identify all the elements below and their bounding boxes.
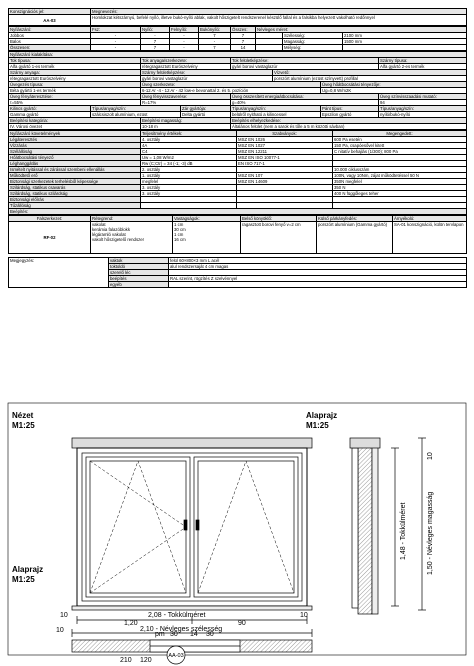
count-row: Összesen: - 7 - 7 14 Mélység:: [9, 45, 467, 51]
dim-30b: 30: [206, 631, 214, 638]
section-adatok: Nyílászáró kialakítása:: [9, 52, 467, 58]
view-scale: M1:25: [12, 421, 35, 430]
dim-10c: 10: [56, 627, 64, 634]
nevleges-label: Névleges méret:: [256, 27, 467, 33]
konszig-label: Konszignációs jel:: [9, 9, 91, 15]
nyilaszaro-label: Nyílászáró:: [9, 27, 91, 33]
material-table: Nyílászáró kialakítása: Tok típusa: Tok anyaga/szerkezete: Tok felületképzése: Szárny típusa: Alfa gyártó 1-es termék rétegragasztott Eurószelvény gyári borovi vastaglazúr Alfa gyártó 2-es termék Szárny anyaga: Szárny felületképzése: Vízvetô: rétegragasztott Eurószelvény gyári borovi vastaglazúr porszórt alumínium (ezüst színyvett) profillal Üvegezés típusa: Üveg szerkezete: Üveg hőátbocsátási tényezője: Béta gyártó 1-es termék 6-12 Ar -4 - 12 Ar - 42 low-e bevonattal 2. és 5. pozíción Ug=0,8 W/m2K Üveg fényáteresztése: Üveg fényvisszaverése: Üveg összesített energiaátbocsátása: Üveg színvisszaadási mutató: τ=55% R=17% g=40% 94 Kilincs gyártó: Típus/anyag/szín: Zár gyártója: Típus/anyag/szín: Pánt típus: Típus/anyag/szín: Gamma gyártó szálcsiszolt alumínium, ezüst Delta gyártó belülről nyitható a kilincessel Epszilon gyártó nyíló/bukó-nyíló Beépítési kategória: Beépítési magasság: Beépítés elhelyezkedése: IV. Városi övezet 10-18 m Általános felület (nem a sarok és tőle a 5 m közötti sávban): [8, 51, 467, 130]
falszerkezet-table: Falszerkezet: Rétegrend: Vastagságok: Belső könyöklő: Külső párkányfedés: Árnyékoló: RF-02 vakolat kerámia falazóblokk légáramló vakolat vakolt hőszigetelő rendszer 1 cm 30 cm 1 cm 16 cm ragasztott borovi fenyő v=2 cm porszórt alumínium (Gamma gyártó) SA-01 konszignáció, külön tervlapon: [8, 215, 467, 254]
count-row: Balos - 7 - - 7 Magasság: 1500 mm: [9, 39, 467, 45]
dim-210: 210: [120, 657, 132, 664]
roller-box: [72, 438, 312, 448]
plan-scale: M1:25: [12, 575, 35, 584]
requirement-row: Vízzárás 4A MSZ EN 1027 150 Pa, csapóesővel kitett: [9, 143, 467, 149]
requirement-row: Hőátbocsátási tényező Uw = 1,08 W/m2 MSZ EN ISO 10077-1: [9, 155, 467, 161]
megjegyzes-table: Megjegyzés: vaktok felül 60×800×3 mm L acél toktoldó alul rendszersaját 4 cm magas szerelő léc beépítés RAL szerint, rögzítés Z szelvénnyel egyéb: [8, 257, 467, 288]
dim-14: 14: [190, 631, 198, 638]
dim-120: 1,20: [124, 620, 138, 627]
dim-v-tok: 1,48 - Tokkülméret: [400, 502, 407, 560]
section-scale: M1:25: [306, 421, 329, 430]
view-label: Nézet: [12, 411, 34, 420]
dim-nev: 2,10 - Névleges szélesség: [140, 626, 223, 633]
osszes-label: Összes:: [231, 27, 256, 33]
section-label: Alaprajz: [306, 411, 338, 420]
dim-90: 90: [238, 620, 246, 627]
dim-pm: pm: [155, 631, 165, 638]
konszig-value: AA-03: [9, 15, 91, 26]
requirement-row: Ismételt nyitással és zárással szembeni ellenállás 2. osztály 10.000 ciklusszám: [9, 167, 467, 173]
dim-tok: 2,08 - Tokkülméret: [148, 612, 206, 619]
requirements-table: Nyílászáró követelmények Teljesítmény értékek: Szabványok: Megengedett: Légáteresztés 4. osztály MSZ EN 1026 600 Pa esetén Vízzárás 4A MSZ EN 1027 150 Pa, csapóesővel kitett Szélállóság C4 MSZ EN 12211 C nitatív behajlás (1/300); 800 Pa Hőátbocsátási tényező Uw = 1,08 W/m2 MSZ EN ISO 10077-1 Léghanggátlás Rw (C;Ctr) = 34 (-1; -3) dB EN ISO 717-1 Ismételt nyitással és zárással szembeni ellenállás 2. osztály 10.000 ciklusszám Működtető erő 1. osztály MSZ EN 107 100N, vagy 10Nm, zájat működtetéssel 50 N Biztonsági szerkezetek terhelésből képessége megfelel MSZ EN 14609 350N megfelel Szilárdság, statikus csavarás 3. osztály 350 N Szilárdság, statikus szilárdság 3. osztály 400 N függőleges teher Biztonsági előírás Tűzállóság Beépítés:: [8, 130, 467, 215]
right-sash: [194, 457, 298, 597]
dim-30: 30: [170, 631, 178, 638]
nyilo-label: Nyíló:: [141, 27, 170, 33]
dim-v-nev: 1,50 - Névleges magasság: [427, 491, 434, 575]
requirement-row: Biztonsági szerkezetek terhelésből képessége megfelel MSZ EN 14609 350N megfelel: [9, 179, 467, 185]
bukonyilo-label: Bukónyíló:: [199, 27, 231, 33]
wall-section: [358, 442, 372, 614]
dim-10b: 10: [300, 612, 308, 619]
dim-120b: 120: [140, 657, 152, 664]
requirement-row: Tűzállóság: [9, 203, 467, 209]
requirement-row: Működtető erő 1. osztály MSZ EN 107 100N, vagy 10Nm, zájat működtetéssel 50 N: [9, 173, 467, 179]
requirement-row: Biztonsági előírás: [9, 197, 467, 203]
requirement-row: Szélállóság C4 MSZ EN 12211 C nitatív behajlás (1/300); 800 Pa: [9, 149, 467, 155]
dim-v-10: 10: [427, 452, 434, 460]
requirement-row: Szilárdság, statikus csavarás 3. osztály 350 N: [9, 185, 467, 191]
dim-10a: 10: [60, 612, 68, 619]
left-sash: [86, 457, 190, 597]
felnyilo-label: Felnyíló:: [170, 27, 199, 33]
requirement-row: Léghanggátlás Rw (C;Ctr) = 34 (-1; -3) dB EN ISO 717-1: [9, 161, 467, 167]
fsz-label: Fsz:: [91, 27, 141, 33]
svg-text:AA-03: AA-03: [168, 653, 184, 659]
megnevezes-label: Megnevezés:: [91, 9, 467, 15]
plan-label: Alaprajz: [12, 565, 44, 574]
requirement-row: Szilárdság, statikus szilárdság 3. osztály 400 N függőleges teher: [9, 191, 467, 197]
megnevezes-value: Homlokzat kétszárnyú, befelé nyíló, illetve bukó-nyíló ablak, vakolt hőszigetelt rendszerenel készülő fallal és a falsikba helyezett vakolható redőnnyel: [91, 15, 467, 26]
requirement-row: Légáteresztés 4. osztály MSZ EN 1026 600 Pa esetén: [9, 137, 467, 143]
beepites-label: Beépítés:: [9, 209, 467, 215]
code-tag: [167, 646, 185, 664]
count-row: Jobbos - - - 7 7 Szélesség: 2100 mm: [9, 33, 467, 39]
